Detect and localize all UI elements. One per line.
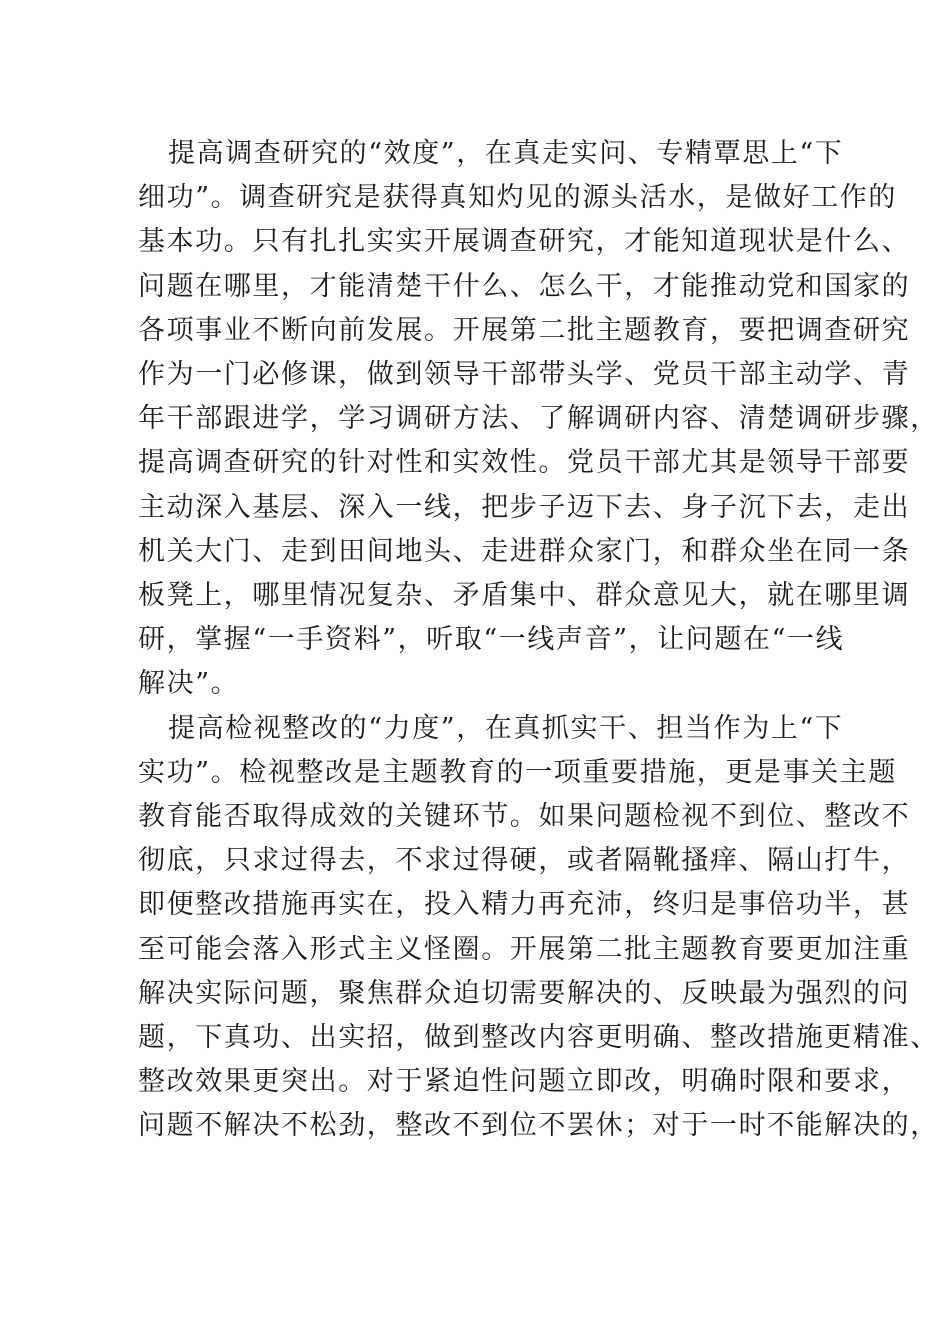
text-line: 问题在哪里，才能清楚干什么、怎么干，才能推动党和国家的 (138, 270, 911, 302)
text-line: 年干部跟进学，学习调研方法、了解调研内容、清楚调研步骤， (138, 403, 939, 435)
text-line: 至可能会落入形式主义怪圈。开展第二批主题教育要更加注重 (138, 933, 911, 965)
paragraph-rectification-strength (138, 707, 939, 1149)
text-line: 细功”。调查研究是获得真知灼见的源头活水，是做好工作的 (138, 182, 898, 214)
text-line: 即便整改措施再实在，投入精力再充沛，终归是事倍功半，甚 (138, 889, 911, 921)
text-line: 问题不解决不松劲，整改不到位不罢休；对于一时不能解决的， (138, 1110, 939, 1142)
text-line: 基本功。只有扎扎实实开展调查研究，才能知道现状是什么、 (138, 226, 911, 258)
text-line: 整改效果更突出。对于紧迫性问题立即改，明确时限和要求， (138, 1066, 911, 1098)
text-line: 题，下真功、出实招，做到整改内容更明确、整改措施更精准、 (138, 1022, 939, 1054)
text-line: 作为一门必修课，做到领导干部带头学、党员干部主动学、青 (138, 359, 911, 391)
text-line: 解决实际问题，聚焦群众迫切需要解决的、反映最为强烈的问 (138, 977, 911, 1009)
text-line: 教育能否取得成效的关键环节。如果问题检视不到位、整改不 (138, 801, 911, 833)
text-line: 研，掌握“一手资料”，听取“一线声音”，让问题在“一线 (138, 624, 845, 656)
paragraph-research-effectiveness (138, 132, 939, 707)
text-line: 实功”。检视整改是主题教育的一项重要措施，更是事关主题 (138, 756, 898, 788)
text-line: 解决”。 (138, 668, 240, 700)
text-line: 机关大门、走到田间地头、走进群众家门，和群众坐在同一条 (138, 535, 911, 567)
text-line: 各项事业不断向前发展。开展第二批主题教育，要把调查研究 (138, 314, 911, 346)
text-line: 板凳上，哪里情况复杂、矛盾集中、群众意见大，就在哪里调 (138, 580, 911, 612)
text-line: 提高调查研究的针对性和实效性。党员干部尤其是领导干部要 (138, 447, 911, 479)
text-line: 彻底，只求过得去，不求过得硬，或者隔靴搔痒、隔山打牛， (138, 845, 911, 877)
text-line: 主动深入基层、深入一线，把步子迈下去、身子沉下去，走出 (138, 491, 911, 523)
text-line: 提高检视整改的“力度”，在真抓实干、担当作为上“下 (168, 712, 844, 744)
document-body (138, 132, 939, 1149)
text-line: 提高调查研究的“效度”，在真走实问、专精覃思上“下 (168, 138, 844, 169)
